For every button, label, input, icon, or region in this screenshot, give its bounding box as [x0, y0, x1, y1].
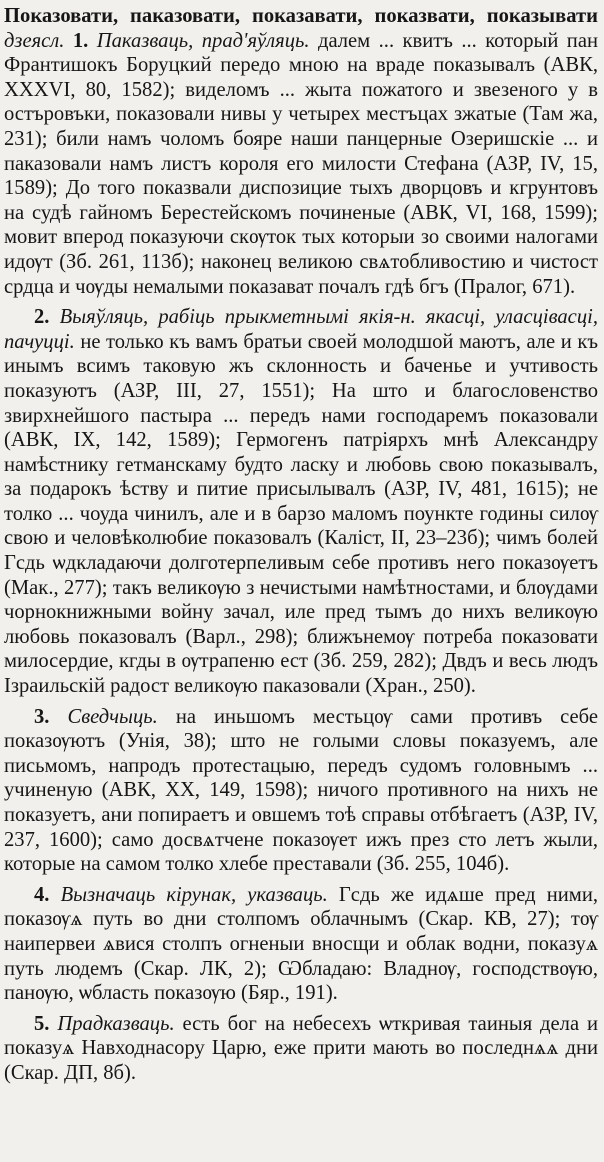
- sense-gloss: Вызначаць кірунак, указваць.: [60, 883, 328, 906]
- sense-gloss: Прадказваць.: [57, 1012, 175, 1035]
- entry-sense-4: [4, 883, 598, 1006]
- entry-sense-2: [4, 305, 598, 699]
- sense-citations: есть бог на небесехъ ѡткривая таиныя дела и показуѧ Навходнасору Царю, еже прити мають во последнѧѧ дни (Скар. ДП, 8б).: [4, 1012, 599, 1084]
- part-of-speech: дзеясл.: [4, 29, 65, 52]
- entry-sense-5: [4, 1012, 598, 1086]
- sense-citations: не только къ вамъ братьи своей молодшой маютъ, але и къ инымъ всимъ таковую жъ склонность и баченье и учтивость показуютъ (АЗР, III, 27, 1551); На што и благословенство звирхнейшого пастыра ... передъ нами господаремъ показовали (АВК, IX, 142, 1589); Гермогенъ патріярхъ мнѣ Александру намѣстнику гетманскаму будто ласку и любовь свою показывалъ, за подарокъ ѣству и питие присылывалъ (АЗР, IV, 481, 1615); не толко ... чоуда чинилъ, але и в барзо маломъ поункте годины силѹ свою и человѣколюбие показовалъ (Каліст, II, 23–23б); чимъ болей Гсдь ѡдкладаючи долготерпеливым себе противъ него показѹетъ (Мак., 277); такъ великѹю з нечистыми намѣтностами, и блѹдами чорнокнижными войну зачал, иле пред тымъ до нихъ великѹю любовь показовалъ (Варл., 298); ближънемѹ потреба показовати милосердие, кгды в ѹтрапеню ест (Зб. 259, 282); Двдъ и весь людъ Ізраильскій радост великѹю паказовали (Хран., 250).: [4, 330, 598, 698]
- sense-number: 3.: [34, 705, 50, 728]
- sense-gloss: Сведчыць.: [67, 705, 158, 728]
- entry-sense-1: [4, 4, 598, 299]
- sense-number: 4.: [34, 883, 50, 906]
- sense-citations: Гсдь же идѧше пред ними, показѹѧ путь во дни столпомъ облачнымъ (Скар. КВ, 27); тѹ наипервеи ѧвися столпъ огненыи вносщи и облак водни, показуѧ путь людемъ (Скар. ЛК, 2); Ѡбладаю: Владнѹ, господствѹю, панѹю, ѡбласть показѹю (Бяр., 191).: [4, 883, 598, 1005]
- sense-number: 5.: [34, 1012, 50, 1035]
- entry-headword: Показовати, паказовати, показавати, показвати, показывати: [4, 5, 598, 27]
- sense-gloss: Выяўляць, рабіць прыкметнымі якія-н. якасці, уласцівасці, пачуцці.: [4, 306, 598, 353]
- sense-citations: на иньшомъ местьцѹ сами противъ себе показѹютъ (Унія, 38); што не голыми словы показуемъ, але письмомъ, напродъ протестацыю, передъ судомъ головнымъ ... учиненую (АВК, XX, 149, 1598); ничого противного на нихъ не показуетъ, ани попираетъ и овшемъ тоѣ справы отбѣгаетъ (АЗР, IV, 237, 1600); само досвѧтчене показѹет ижъ през сто летъ жыли, которые на самом толко хлебе преставали (Зб. 255, 104б).: [4, 705, 599, 876]
- sense-number: 1.: [72, 29, 89, 52]
- sense-gloss: Паказваць, прад'яўляць.: [96, 29, 310, 52]
- sense-number: 2.: [34, 306, 50, 329]
- entry-sense-3: [4, 705, 598, 877]
- sense-citations: далем ... квитъ ... который пан Франтишокъ Боруцкий передо мною на враде показывалъ (АВК, XXXVI, 80, 1582); виделомъ ... жыта пожатого и звезеного у в остъровъки, показовали нивы у четырех местъцах зжатые (Там жа, 231); били намъ чоломъ бояре наши панцерные Озеришскіе ... и паказовали намъ листъ короля его милости Стефана (АЗР, IV, 15, 1589); До того показвали диспозицие тыхъ дворцовъ и кгрунтовъ на судѣ гайномъ Берестейскомъ починеные (АВК, VI, 168, 1599); мовит вперод показуючи скѹток тых которыи зо своими налогами идѹт (Зб. 261, 113б); наконец великою свѧтобливостию и чистост срдца и чѹды немалыми показават почалъ гдѣ бгъ (Пралог, 671).: [4, 29, 598, 298]
